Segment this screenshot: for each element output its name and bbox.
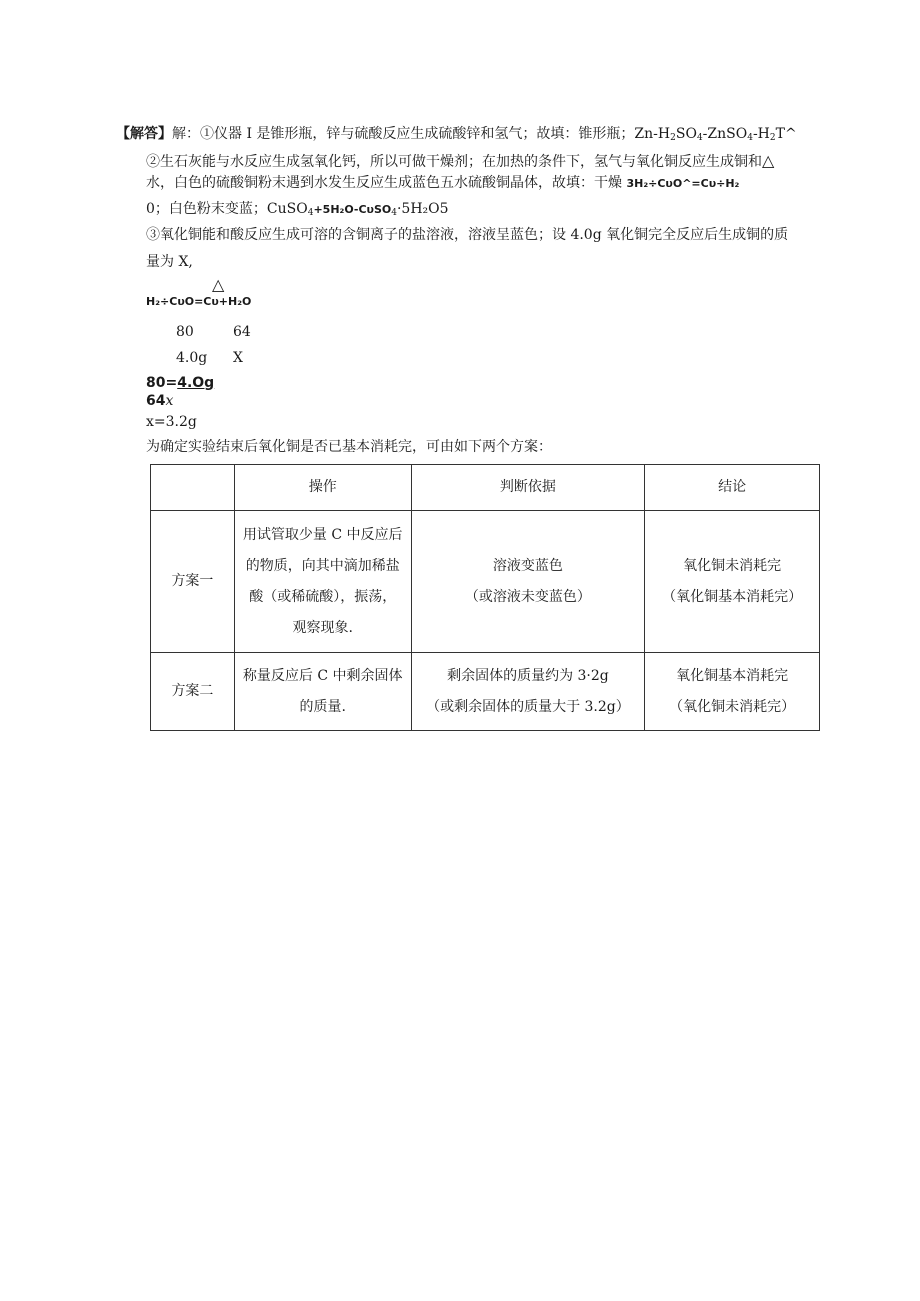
- formula-part: -H: [752, 126, 770, 142]
- answer-line-3: [146, 173, 739, 194]
- basis-line: 溶液变蓝色: [492, 557, 563, 574]
- plan-name: 方案二: [151, 653, 235, 731]
- operation-cell: [234, 653, 411, 731]
- formula-part: -ZnSO: [702, 126, 748, 142]
- conclusion-line: 氧化铜未消耗完: [683, 557, 782, 574]
- table-header-row: [151, 465, 820, 511]
- answer-line-1: [116, 124, 797, 144]
- result-line: x=3.2g: [146, 414, 197, 430]
- ratio-right-2: X: [233, 350, 243, 366]
- operation-line: 的物质，向其中滴加稀盐: [245, 557, 400, 574]
- basis-line: （或溶液未变蓝色）: [464, 588, 591, 605]
- header-basis: 判断依据: [411, 465, 645, 511]
- subscript: 4: [747, 133, 753, 143]
- fraction-bottom: [146, 391, 173, 411]
- table-row: [151, 511, 820, 653]
- ratio-left-2: 4.0g: [176, 350, 208, 366]
- plan-name: 方案一: [151, 511, 235, 653]
- answer-text-6: 量为 X,: [146, 254, 193, 270]
- fraction-denominator-b: x: [165, 393, 174, 409]
- answer-tag: 【解答】: [116, 126, 172, 142]
- subscript: 2: [670, 133, 676, 143]
- basis-cell: [411, 511, 645, 653]
- plan-table: [150, 464, 820, 731]
- conclusion-cell: [645, 653, 820, 731]
- subscript: 4: [696, 133, 703, 143]
- operation-line: 观察现象.: [292, 619, 353, 636]
- fraction-numerator-b: 4.Og: [177, 375, 215, 391]
- basis-line: （或剩余固体的质量大于 3.2g）: [426, 698, 630, 715]
- subscript: 4: [307, 208, 314, 218]
- subscript: 4: [391, 208, 397, 218]
- conclusion-cell: [645, 511, 820, 653]
- operation-cell: [234, 511, 411, 653]
- fraction-numerator-a: 80=: [146, 375, 178, 391]
- operation-line: 酸（或稀硫酸），振荡，: [249, 588, 397, 605]
- formula-part: ·5H₂O5: [396, 201, 449, 217]
- answer-line-5: [146, 225, 788, 245]
- equation-formula: H₂÷CυO=Cυ+H₂O: [146, 295, 252, 308]
- header-empty: [151, 465, 235, 511]
- operation-line: 称量反应后 C 中剩余固体: [242, 667, 403, 684]
- answer-text-1: 解：①仪器 I 是锥形瓶，锌与硫酸反应生成硫酸锌和氢气；故填：锥形瓶；Zn-H: [172, 126, 671, 142]
- header-operation: 操作: [234, 465, 411, 511]
- conclusion-line: （氧化铜未消耗完）: [669, 698, 796, 715]
- answer-line-6: [146, 252, 193, 272]
- basis-cell: [411, 653, 645, 731]
- formula-part: SO: [675, 126, 697, 142]
- operation-line: 的质量.: [299, 698, 346, 715]
- fraction-top: [146, 373, 214, 393]
- equation-triangle: △: [212, 275, 225, 294]
- conclusion-line: 氧化铜基本消耗完: [676, 667, 789, 684]
- formula-part: T^: [775, 126, 797, 142]
- conclusion-line: （氧化铜基本消耗完）: [662, 588, 803, 605]
- intro-text: 为确定实验结束后氧化铜是否已基本消耗完，可由如下两个方案：: [146, 439, 552, 455]
- header-conclusion: 结论: [645, 465, 820, 511]
- basis-line: 剩余固体的质量约为 3·2g: [447, 667, 609, 684]
- ratio-left-1: 80: [176, 324, 194, 340]
- ratio-right-1: 64: [233, 324, 251, 340]
- operation-line: 用试管取少量 C 中反应后: [242, 526, 403, 543]
- heating-triangle: △: [762, 151, 775, 170]
- equation-inline: +5H₂O-CυSO: [313, 203, 392, 216]
- equation-inline: 3H₂÷CυO^=Cυ÷H₂: [626, 177, 740, 190]
- answer-text-4: 0；白色粉末变蓝；CuSO: [146, 201, 308, 217]
- answer-text-2: ②生石灰能与水反应生成氢氧化钙，所以可做干燥剂；在加热的条件下，氢气与氧化铜反应生成铜和: [146, 154, 762, 170]
- fraction-denominator-a: 64: [146, 393, 166, 409]
- answer-text-5: ③氧化铜能和酸反应生成可溶的含铜离子的盐溶液，溶液呈蓝色；设 4.0g 氧化铜完全反应后生成铜的质: [146, 227, 789, 243]
- subscript: 2: [769, 133, 776, 143]
- answer-line-4: [146, 199, 449, 220]
- answer-line-2: [146, 151, 774, 172]
- table-row: [151, 653, 820, 731]
- answer-text-3: 水，白色的硫酸铜粉末遇到水发生反应生成蓝色五水硫酸铜晶体，故填：干燥: [146, 175, 627, 191]
